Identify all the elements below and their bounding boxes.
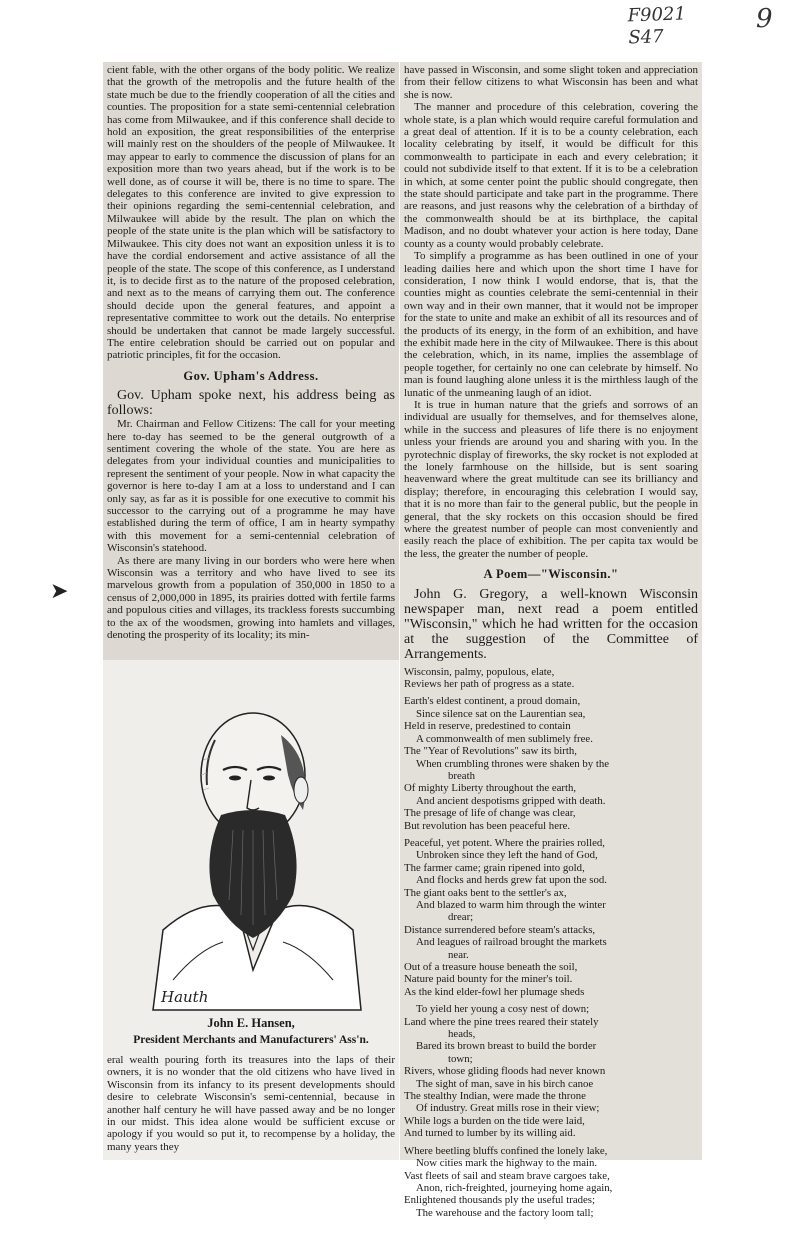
poem-line: drear; xyxy=(448,911,474,924)
poem-line: Unbroken since they left the hand of God, xyxy=(416,849,598,862)
poem-heading: A Poem—"Wisconsin." xyxy=(483,567,619,582)
page-number-annotation: 9 xyxy=(756,4,773,34)
upham-lead: Gov. Upham spoke next, his address being as follows: xyxy=(107,388,395,419)
intro-paragraph: cient fable, with the other organs of the body politic. We realize that the growth of the metropolis and the future health of the state much be due to the friendly cooperation of all the cities and counties. The proposition for a state semi-centennial celebration has come from Milwaukee, and if this conference shall decide to hold an exposition, the great responsibilities of the enterprise will mainly rest on the shoulders of the people of Milwaukee. It may appear to early to commence the discussion of plans for an exposition more than two years ahead, but if the work is to be well done, as of course it will be, there is no time to spare. The delegates to this conference are invited to give expression to their opinions regarding the semi-centennial celebration, and Milwaukee will abide by the result. The plan on which the people of the state unite is the plan which will be satisfactory to Milwaukee. This city does not want an exposition unless it is to have the cordial endorsement and active assistance of all the people of the state. The scope of this conference, as I understand it, is to decide first as to the nature of the proposed celebration, and next as to the means of carrying them out. The conference should decide upon the general features, and appoint a representative committee to work out the details. No enterprise should be undertaken that cannot be made largely successful. The entire celebration should be carried out on popular and patriotic principles, fit for the occasion. xyxy=(107,64,395,362)
poem-line: Earth's eldest continent, a proud domain, xyxy=(404,695,581,708)
margin-arrow-mark: ➤ xyxy=(50,578,69,603)
poem-line: While logs a burden on the tide were laid, xyxy=(404,1114,585,1127)
poem-line: To yield her young a cosy nest of down; xyxy=(416,1003,590,1016)
address-continuation: eral wealth pouring forth its treasures into the laps of their owners, it is no wonder that the old citizens who have lived in Wisconsin from its infancy to its present developments should desire to celebrate Wisconsin's semi-centennial, because in another half century he will have passed away and be no longer in our midst. This idea alone would be sufficient excuse or apology if you would so put it, to recompense by a holiday, the many years they xyxy=(107,1054,395,1153)
poem-line: Wisconsin, palmy, populous, elate, xyxy=(404,665,555,678)
address-paragraph: As there are many living in our borders who were here when Wisconsin was a territory and who have lived to see its marvelous growth from a population of 350,000 in 1850 to a census of 2,000,000 in 1895, its prairies dotted with fertile farms and populous cities and villages, its trackless forests succumbing to the ax of the woodsmen, growing into hamlets and villages, denoting the prosperity of its locality; its min- xyxy=(107,554,395,642)
poem-line: And flocks and herds grew fat upon the sod. xyxy=(416,874,608,887)
address-paragraph: The manner and procedure of this celebration, covering the whole state, is a plan which would require careful formulation and a great deal of attention. If it is to be a county celebration, each locality celebrating by itself, it would be difficult for this commonwealth to participate in each and every celebration; it could not subdivide itself to that extent. If it is to be a celebration in which, at some center point the public should congregate, then the state should participate and take part in the programme. There are reasons, and just reasons why the celebration of a birthday of the commonwealth should be at its birthplace, the capital Madison, and no doubt whatever your action is here today, Dane county as a county would probably celebrate. xyxy=(404,101,698,250)
right-column-clipping xyxy=(400,62,702,1219)
left-column-clipping xyxy=(103,62,399,660)
poem-stanza xyxy=(404,695,698,831)
poem-stanza xyxy=(404,1145,698,1219)
poem-line: Of mighty Liberty throughout the earth, xyxy=(404,782,577,795)
left-bottom-text xyxy=(107,1054,395,1153)
poem-stanza xyxy=(404,666,698,691)
poem-line: The warehouse and the factory loom tall; xyxy=(416,1206,594,1219)
poem-lead: John G. Gregory, a well-known Wisconsin newspaper man, next read a poem entitled "Wisconsin," which he had written for the occasion at the suggestion of the Committee of Arrangements. xyxy=(404,586,698,662)
poem-line: Distance surrendered before steam's attacks, xyxy=(404,923,596,936)
poem-stanza xyxy=(404,1003,698,1139)
poem-stanza xyxy=(404,837,698,998)
poem-line: Where beetling bluffs confined the lonely lake, xyxy=(404,1144,608,1157)
poem-line: A commonwealth of men sublimely free. xyxy=(416,732,593,745)
poem-line: Peaceful, yet potent. Where the prairies rolled, xyxy=(404,836,605,849)
portrait-illustration xyxy=(143,680,363,1010)
upham-address-heading: Gov. Upham's Address. xyxy=(183,368,319,383)
poem-line: Now cities mark the highway to the main. xyxy=(416,1157,598,1170)
poem-line: Since silence sat on the Laurentian sea, xyxy=(416,707,586,720)
right-column-text xyxy=(404,64,698,1219)
poem-line: The giant oaks bent to the settler's ax, xyxy=(404,886,567,899)
poem-line: As the kind elder-fowl her plumage sheds xyxy=(404,985,585,998)
poem-line: And ancient despotisms gripped with death. xyxy=(416,794,606,807)
poem-line: Reviews her path of progress as a state. xyxy=(404,678,575,691)
poem-line: Held in reserve, predestined to contain xyxy=(404,720,571,733)
address-paragraph: have passed in Wisconsin, and some slight token and appreciation from their fellow citizens to what Wisconsin has been and what she is now. xyxy=(404,64,698,101)
poem-line: And blazed to warm him through the winter xyxy=(416,898,606,911)
artist-signature: Hauth xyxy=(161,988,209,1006)
poem-line: Anon, rich-freighted, journeying home again, xyxy=(416,1181,613,1194)
poem-line: breath xyxy=(448,769,475,782)
poem-line: Vast fleets of sail and steam brave cargoes take, xyxy=(404,1169,610,1182)
poem-line: But revolution has been peaceful here. xyxy=(404,819,571,832)
portrait-caption-name: John E. Hansen, xyxy=(207,1016,295,1030)
poem-line: And turned to lumber by its willing aid. xyxy=(404,1127,576,1140)
poem-line: The sight of man, save in his birch canoe xyxy=(416,1077,594,1090)
poem-line: The stealthy Indian, were made the throne xyxy=(404,1090,586,1103)
portrait-clipping xyxy=(103,660,399,1160)
archive-reference-annotation: F9021 S47 xyxy=(627,3,687,49)
poem-line: The presage of life of change was clear, xyxy=(404,807,576,820)
poem-line: Bared its brown breast to build the border xyxy=(416,1040,597,1053)
poem-line: Rivers, whose gliding floods had never known xyxy=(404,1065,606,1078)
address-paragraph: Mr. Chairman and Fellow Citizens: The call for your meeting here to-day has seemed to be the general outgrowth of a sentiment covering the whole of the state. You are here as delegates from your individual counties and municipalities to represent the sentiment of your people. Now in what capacity the governor is here to-day I am at a loss to understand and I can only say, as far as it is possible for one executive to commit his successor to the carrying out of a programme he may have established during the term of office, I am in hearty sympathy with this movement for a semi-centennial celebration of Wisconsin's statehood. xyxy=(107,418,395,555)
poem-wisconsin xyxy=(404,666,698,1219)
poem-line: heads, xyxy=(448,1028,476,1041)
address-paragraph: To simplify a programme as has been outlined in one of your leading dailies here and which upon the short time I have for consideration, I now think I would endorse, that is, that the counties might as counties celebrate the semi-centennial in their own way and in their own manner, that it would not be improper for the state to unite and make an exhibit of all its resources and of the products of its energy, in the form of an exhibition, and have the exhibit made here in the city of Milwaukee. There is this about the celebration, which, in its name, implies the assemblage of people together, for certainly no one can celebrate by himself. No man is found laughing alone unless it is the mirthless laugh of the lunatic of the unmeaning laugh of an idiot. xyxy=(404,250,698,399)
portrait-caption-title: President Merchants and Manufacturers' Ass'n. xyxy=(133,1034,369,1046)
poem-line: Enlightened thousands ply the useful trades; xyxy=(404,1194,596,1207)
poem-line: The "Year of Revolutions" saw its birth, xyxy=(404,745,577,758)
poem-line: And leagues of railroad brought the markets xyxy=(416,936,607,949)
poem-line: Land where the pine trees reared their stately xyxy=(404,1015,599,1028)
poem-line: Nature paid bounty for the miner's toil. xyxy=(404,973,573,986)
address-paragraph: It is true in human nature that the griefs and sorrows of an individual are usually for themselves, and for themselves alone, while in the success and pleasures of life there is no enjoyment unless your friends are around you and sharing with you. In the pyrotechnic display of fireworks, the sky rocket is not exploded at the lonely farmhouse on the hillside, but is sent soaring heavenward where the great multitude can see its brilliancy and display; therefore, in encouraging this celebration I would say, that it is no more than fair to the general public, but the people in general, that the sky rockets on this occasion should be fired where the greatest number of people can most conveniently and easily reach the place of exhibition. The per capita tax would be the less, the greater the number of people. xyxy=(404,398,698,560)
poem-line: near. xyxy=(448,948,469,961)
left-column-text xyxy=(107,64,395,641)
poem-line: Of industry. Great mills rose in their view; xyxy=(416,1102,600,1115)
poem-line: When crumbling thrones were shaken by the xyxy=(416,757,610,770)
poem-line: The farmer came; grain ripened into gold, xyxy=(404,861,585,874)
poem-line: Out of a treasure house beneath the soil, xyxy=(404,961,578,973)
poem-line: town; xyxy=(448,1052,473,1065)
